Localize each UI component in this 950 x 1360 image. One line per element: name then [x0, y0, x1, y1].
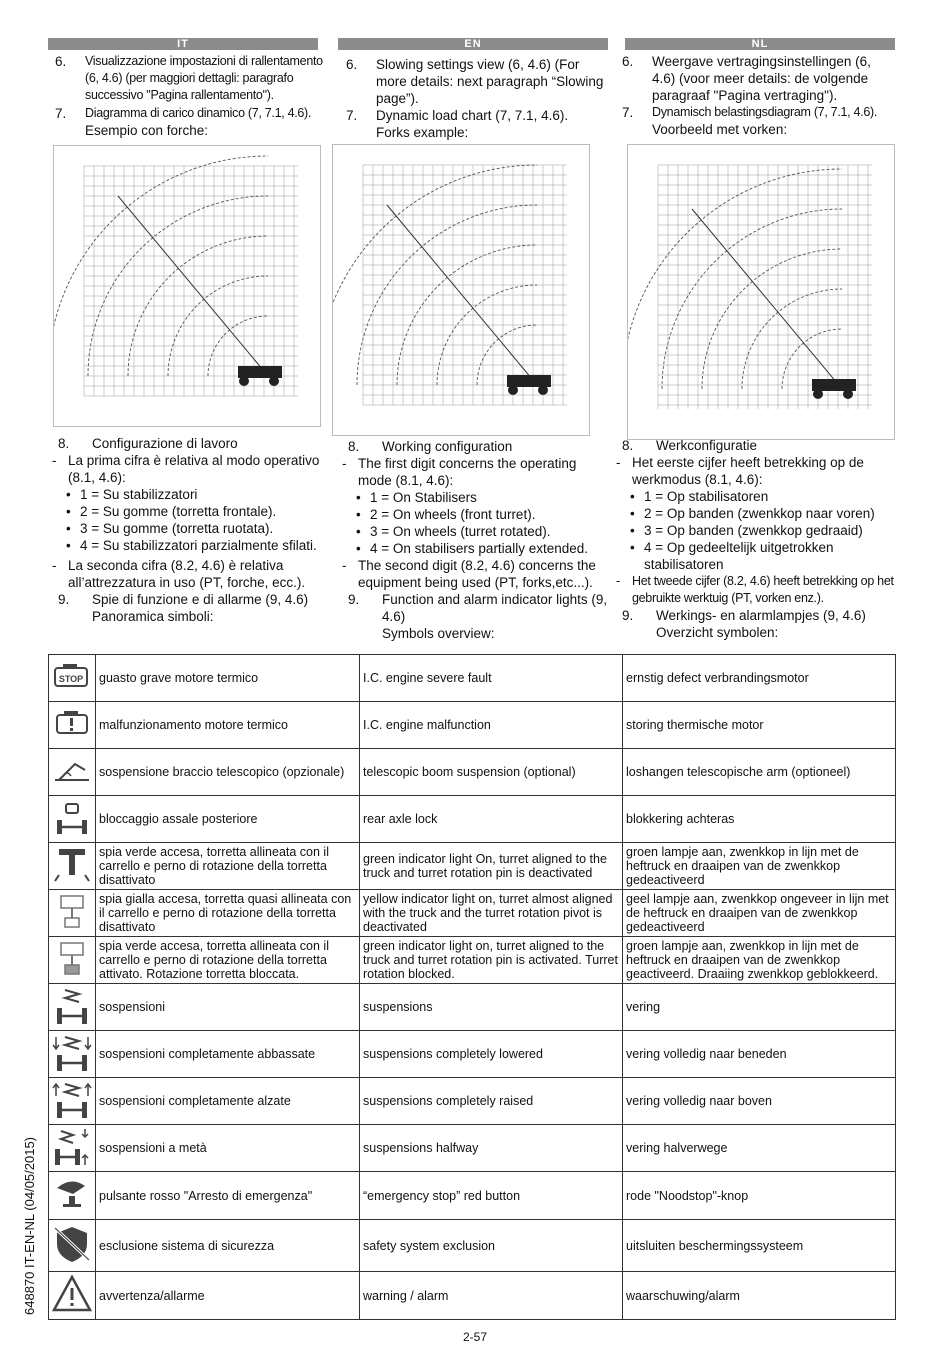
symbol-desc-nl: rode "Noodstop"-knop: [623, 1172, 896, 1220]
load-chart-en: [332, 144, 590, 436]
symbol-desc-it: sospensioni: [96, 984, 360, 1031]
nl-bullet-2: 2 = Op banden (zwenkkop naar voren): [644, 506, 875, 521]
en-item-7: Dynamic load chart (7, 7.1, 4.6).: [376, 108, 569, 123]
engine-warning-icon: [49, 702, 96, 749]
symbol-desc-nl: vering: [623, 984, 896, 1031]
en-column-top: 6. Slowing settings view (6, 4.6) (For more details: next paragraph “Slowing page”). 7. Dynamic load chart (7, 7.1, 4.6). Forks example:: [346, 56, 608, 141]
symbol-desc-en: telescopic boom suspension (optional): [360, 749, 623, 796]
document-code: 648870 IT-EN-NL (04/05/2015): [22, 1136, 37, 1315]
symbol-desc-nl: vering halverwege: [623, 1125, 896, 1172]
symbol-row: [49, 655, 896, 702]
symbol-desc-en: suspensions: [360, 984, 623, 1031]
suspensions-raised-icon: [49, 1078, 96, 1125]
en-column-bottom: 8. Working configuration - The first digit concerns the operating mode (8.1, 4.6): • 1 = On Stabilisers • 2 = On wheels (front turret). • 3 = On wheels (turret rotated). • 4 = On stabilisers partially extended. - The second digit (8.2, 4.6) concerns the equipment being used (PT, forks,etc...). 9. Function and alarm indicator lights (9, 4.6) Symbols overview:: [342, 438, 610, 642]
it-item-8: Configurazione di lavoro: [92, 436, 238, 451]
it-second-digit: La seconda cifra (8.2, 4.6) è relativa all’attrezzatura in uso (PT, forche, ecc.).: [68, 558, 306, 590]
symbol-desc-en: yellow indicator light on, turret almost aligned with the truck and the turret rotation pivot is deactivated: [360, 890, 623, 937]
it-column-top: 6. Visualizzazione impostazioni di rallentamento (6, 4.6) (per maggiori dettagli: paragrafo successivo "Pagina rallentamento"). 7. Diagramma di carico dinamico (7, 7.1, 4.6). Esempio con forche:: [55, 53, 325, 139]
symbol-desc-it: pulsante rosso "Arresto di emergenza": [96, 1172, 360, 1220]
symbols-table: [48, 654, 896, 1320]
symbol-row: [49, 796, 896, 843]
en-bullet-4: 4 = On stabilisers partially extended.: [370, 541, 588, 556]
nl-item-9: Werkings- en alarmlampjes (9, 4.6): [656, 608, 866, 623]
symbol-row: [49, 1031, 896, 1078]
safety-exclusion-icon: [49, 1220, 96, 1272]
nl-item-9-overview: Overzicht symbolen:: [656, 625, 779, 640]
symbol-desc-nl: storing thermische motor: [623, 702, 896, 749]
symbol-desc-en: green indicator light on, turret aligned to the truck and turret rotation pin is activated. Turret rotation blocked.: [360, 937, 623, 984]
symbol-desc-en: warning / alarm: [360, 1272, 623, 1320]
en-bullet-2: 2 = On wheels (front turret).: [370, 507, 536, 522]
symbol-row: [49, 1078, 896, 1125]
symbol-desc-en: rear axle lock: [360, 796, 623, 843]
header-it: IT: [48, 38, 318, 50]
symbol-desc-en: safety system exclusion: [360, 1220, 623, 1272]
symbol-desc-en: suspensions completely raised: [360, 1078, 623, 1125]
en-first-digit: The first digit concerns the operating mode (8.1, 4.6):: [358, 456, 577, 488]
en-item-6: Slowing settings view (6, 4.6) (For more details: next paragraph “Slowing page”).: [376, 57, 604, 106]
symbol-desc-nl: vering volledig naar boven: [623, 1078, 896, 1125]
nl-second-digit: Het tweede cijfer (8.2, 4.6) heeft betrekking op het gebruikte werktuig (PT, vorken enz.).: [632, 574, 894, 605]
nl-item-8: Werkconfiguratie: [656, 438, 758, 453]
symbol-desc-it: avvertenza/allarme: [96, 1272, 360, 1320]
symbol-row: [49, 1272, 896, 1320]
load-chart-it: [53, 145, 321, 427]
symbol-desc-en: I.C. engine malfunction: [360, 702, 623, 749]
nl-bullet-1: 1 = Op stabilisatoren: [644, 489, 769, 504]
turret-locked-green-icon: [49, 937, 96, 984]
symbol-desc-it: sospensioni a metà: [96, 1125, 360, 1172]
rear-axle-lock-icon: [49, 796, 96, 843]
symbol-row: [49, 843, 896, 890]
symbol-desc-it: sospensione braccio telescopico (opzionale): [96, 749, 360, 796]
en-bullet-1: 1 = On Stabilisers: [370, 490, 477, 505]
symbol-desc-en: “emergency stop” red button: [360, 1172, 623, 1220]
symbol-desc-it: esclusione sistema di sicurezza: [96, 1220, 360, 1272]
symbol-desc-en: suspensions halfway: [360, 1125, 623, 1172]
svg-text:STOP: STOP: [58, 673, 84, 684]
symbol-desc-it: spia gialla accesa, torretta quasi allineata con il carrello e perno di rotazione della torretta disattivato: [96, 890, 360, 937]
it-bullet-2: 2 = Su gomme (torretta frontale).: [80, 504, 277, 519]
suspensions-halfway-icon: [49, 1125, 96, 1172]
en-second-digit: The second digit (8.2, 4.6) concerns the equipment being used (PT, forks,etc...).: [358, 558, 596, 590]
emergency-stop-icon: [49, 1172, 96, 1220]
symbol-row: [49, 1172, 896, 1220]
symbol-desc-it: spia verde accesa, torretta allineata con il carrello e perno di rotazione della torretta attivato. Rotazione torretta bloccata.: [96, 937, 360, 984]
it-column-bottom: 8. Configurazione di lavoro - La prima cifra è relativa al modo operativo (8.1, 4.6): • 1 = Su stabilizzatori • 2 = Su gomme (torretta frontale). • 3 = Su gomme (torretta ruotata). • 4 = Su stabilizzatori parzialmente sfilati. - La seconda cifra (8.2, 4.6) è relativa all’attrezzatura in uso (PT, forche, ecc.). 9. Spie di funzione e di allarme (9, 4.6) Panoramica simboli:: [52, 435, 334, 625]
turret-almost-aligned-yellow-icon: [49, 890, 96, 937]
symbol-desc-nl: vering volledig naar beneden: [623, 1031, 896, 1078]
symbol-row: [49, 749, 896, 796]
symbol-desc-nl: groen lampje aan, zwenkkop in lijn met de heftruck en draaipen van de zwenkkop geactiveerd. Draaiing zwenkkop geblokkeerd.: [623, 937, 896, 984]
it-bullet-1: 1 = Su stabilizzatori: [80, 487, 198, 502]
nl-item-6: Weergave vertragingsinstellingen (6, 4.6) (voor meer details: de volgende paragraaf "Pagina vertraging").: [652, 54, 871, 103]
nl-column-bottom: 8. Werkconfiguratie - Het eerste cijfer heeft betrekking op de werkmodus (8.1, 4.6): • 1 = Op stabilisatoren • 2 = Op banden (zwenkkop naar voren) • 3 = Op banden (zwenkkop gedraaid) • 4 = Op gedeeltelijk uitgetrokken stabilisatoren - Het tweede cijfer (8.2, 4.6) heeft betrekking op het gebruikte werktuig (PT, vorken enz.). 9. Werkings- en alarmlampjes (9, 4.6) Overzicht symbolen:: [616, 437, 896, 641]
nl-first-digit: Het eerste cijfer heeft betrekking op de werkmodus (8.1, 4.6):: [632, 455, 864, 487]
symbol-desc-it: bloccaggio assale posteriore: [96, 796, 360, 843]
it-first-digit: La prima cifra è relativa al modo operativo (8.1, 4.6):: [68, 453, 320, 485]
en-item-7-example: Forks example:: [376, 125, 469, 140]
symbol-row: [49, 1220, 896, 1272]
turret-aligned-green-icon: [49, 843, 96, 890]
it-item-9: Spie di funzione e di allarme (9, 4.6): [92, 592, 309, 607]
header-en: EN: [338, 38, 608, 50]
it-item-6: Visualizzazione impostazioni di rallentamento (6, 4.6) (per maggiori dettagli: paragrafo successivo "Pagina rallentamento").: [85, 54, 323, 102]
it-item-7: Diagramma di carico dinamico (7, 7.1, 4.6).: [85, 106, 312, 120]
symbol-desc-it: guasto grave motore termico: [96, 655, 360, 702]
symbol-desc-it: sospensioni completamente abbassate: [96, 1031, 360, 1078]
en-item-8: Working configuration: [382, 439, 513, 454]
suspensions-icon: [49, 984, 96, 1031]
nl-item-7: Dynamisch belastingsdiagram (7, 7.1, 4.6).: [652, 105, 878, 119]
symbol-desc-en: I.C. engine severe fault: [360, 655, 623, 702]
symbol-desc-it: sospensioni completamente alzate: [96, 1078, 360, 1125]
nl-column-top: 6. Weergave vertragingsinstellingen (6, 4.6) (voor meer details: de volgende paragraaf "Pagina vertraging"). 7. Dynamisch belastingsdiagram (7, 7.1, 4.6). Voorbeeld met vorken:: [622, 53, 896, 138]
symbol-row: [49, 890, 896, 937]
page-number: 2-57: [462, 1330, 488, 1344]
symbol-row: [49, 984, 896, 1031]
it-item-9-overview: Panoramica simboli:: [92, 609, 214, 624]
nl-item-7-example: Voorbeeld met vorken:: [652, 122, 788, 137]
symbol-desc-nl: geel lampje aan, zwenkkop ongeveer in lijn met de heftruck en draaipen van de zwenkkop gedeactiveerd: [623, 890, 896, 937]
header-nl: NL: [625, 38, 895, 50]
symbol-row: [49, 702, 896, 749]
symbol-desc-it: malfunzionamento motore termico: [96, 702, 360, 749]
suspensions-lowered-icon: [49, 1031, 96, 1078]
engine-stop-icon: [49, 655, 96, 702]
en-item-9-overview: Symbols overview:: [382, 626, 495, 641]
symbol-desc-nl: groen lampje aan, zwenkkop in lijn met de heftruck en draaipen van de zwenkkop gedeactiveerd: [623, 843, 896, 890]
symbol-desc-nl: loshangen telescopische arm (optioneel): [623, 749, 896, 796]
symbol-desc-en: green indicator light On, turret aligned to the truck and turret rotation pin is deactivated: [360, 843, 623, 890]
symbol-row: [49, 1125, 896, 1172]
warning-triangle-icon: [49, 1272, 96, 1320]
symbol-desc-nl: ernstig defect verbrandingsmotor: [623, 655, 896, 702]
symbol-row: [49, 937, 896, 984]
symbol-desc-nl: waarschuwing/alarm: [623, 1272, 896, 1320]
it-bullet-3: 3 = Su gomme (torretta ruotata).: [80, 521, 274, 536]
load-chart-nl: [627, 144, 895, 440]
it-bullet-4: 4 = Su stabilizzatori parzialmente sfilati.: [80, 538, 317, 553]
symbol-desc-nl: uitsluiten beschermingssysteem: [623, 1220, 896, 1272]
symbol-desc-it: spia verde accesa, torretta allineata con il carrello e perno di rotazione della torretta disattivato: [96, 843, 360, 890]
nl-bullet-3: 3 = Op banden (zwenkkop gedraaid): [644, 523, 863, 538]
en-bullet-3: 3 = On wheels (turret rotated).: [370, 524, 551, 539]
symbol-desc-en: suspensions completely lowered: [360, 1031, 623, 1078]
nl-bullet-4: 4 = Op gedeeltelijk uitgetrokken stabilisatoren: [644, 540, 834, 572]
en-item-9: Function and alarm indicator lights (9, 4.6): [382, 592, 608, 624]
symbol-desc-nl: blokkering achteras: [623, 796, 896, 843]
boom-suspension-icon: [49, 749, 96, 796]
it-item-7-example: Esempio con forche:: [85, 123, 209, 138]
